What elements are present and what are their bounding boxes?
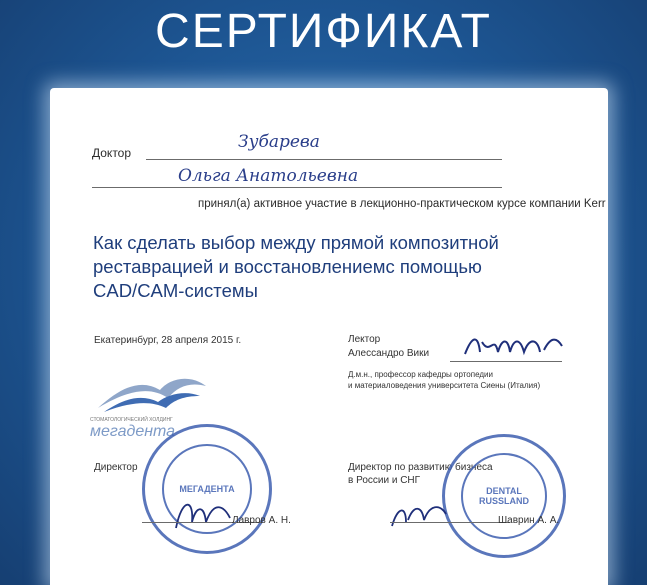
place-date: Екатеринбург, 28 апреля 2015 г. [94, 335, 242, 346]
director2-name: Шаврин А. А. [498, 515, 560, 526]
lecturer-credentials-line: Д.м.н., профессор кафедры ортопедии [348, 370, 493, 379]
lecturer-label: Лектор [348, 334, 381, 345]
doctor-label: Доктор [92, 146, 132, 160]
organization-stamp-right [442, 434, 566, 558]
doctor-name-handwritten: Ольга Анатольевна [178, 166, 359, 186]
director-signature [170, 488, 240, 538]
logo-text: мегадента [90, 423, 176, 440]
course-title [93, 231, 603, 303]
certificate-paper [50, 88, 608, 585]
stamp-left-text: МЕГАДЕНТА [179, 483, 235, 494]
certificate-title: СЕРТИФИКАТ [155, 5, 492, 58]
lecturer-signature [460, 328, 570, 362]
director2-signature [388, 492, 458, 532]
logo-subtext: СТОМАТОЛОГИЧЕСКИЙ ХОЛДИНГ [90, 417, 173, 423]
director2-signature-line [390, 522, 510, 523]
course-title-line: реставрацией и восстановлениемс помощью [93, 256, 482, 277]
director2-label-line: в России и СНГ [348, 475, 421, 486]
director2-label-line: Директор по развитию бизнеса [348, 462, 493, 473]
director-name: Лавров А. Н. [232, 515, 291, 526]
participation-text: принял(а) активное участие в лекционно-практическом курсе компании Kerr [198, 198, 606, 210]
logo-mountain-icon [90, 368, 210, 416]
course-title-line: Как сделать выбор между прямой композитной [93, 232, 499, 253]
lecturer-credentials-line: и материаловедения университета Сиены (Италия) [348, 381, 541, 390]
doctor-underline [146, 159, 502, 160]
course-title-line: CAD/CAM-системы [93, 280, 258, 301]
director-label: Директор [94, 462, 138, 473]
doctor-surname-handwritten: Зубарева [238, 132, 320, 152]
stamp-right-text: DENTAL RUSSLAND [478, 486, 529, 506]
doctor-name-underline [92, 187, 502, 188]
lecturer-signature-line [450, 361, 562, 362]
lecturer-name: Алессандро Вики [348, 348, 430, 359]
